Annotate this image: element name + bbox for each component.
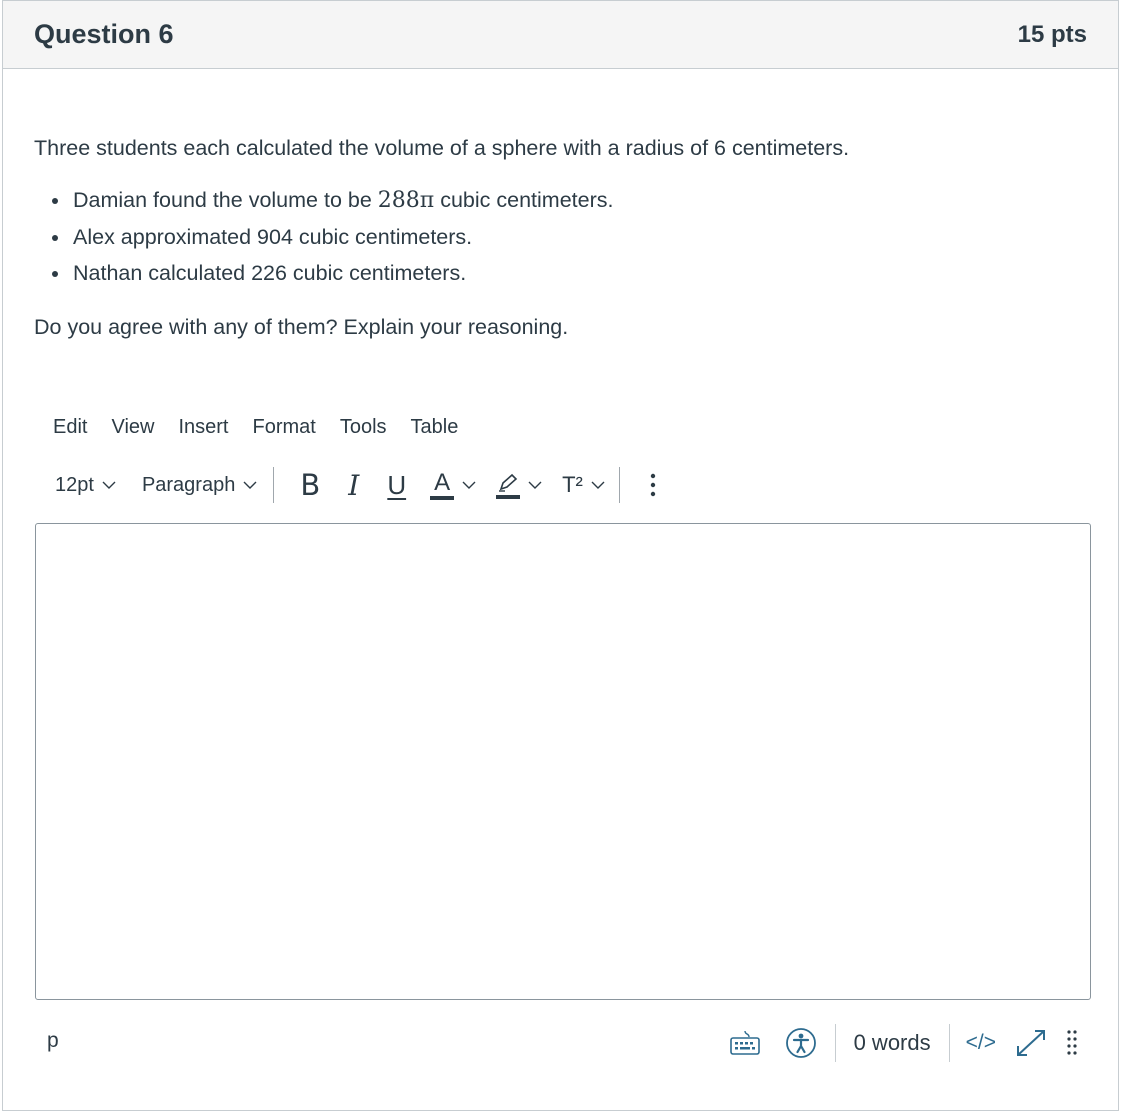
superscript-button[interactable]: [552, 465, 615, 505]
menu-insert[interactable]: Insert: [178, 416, 229, 438]
keyboard-shortcuts-button[interactable]: [717, 1023, 773, 1063]
menu-edit[interactable]: Edit: [53, 416, 88, 438]
italic-button[interactable]: [334, 465, 373, 505]
bold-icon: B: [300, 468, 321, 502]
block-format-select[interactable]: [132, 465, 267, 505]
math-expression: 288π: [377, 188, 435, 213]
font-size-select[interactable]: [45, 465, 126, 505]
status-divider: [949, 1024, 950, 1062]
highlighter-icon: [496, 472, 520, 499]
bullet-text: cubic centimeters.: [434, 188, 614, 212]
status-divider: [835, 1024, 836, 1062]
keyboard-icon: [729, 1029, 761, 1057]
menu-table[interactable]: Table: [410, 416, 459, 438]
expand-icon: [1014, 1028, 1048, 1058]
answer-editor[interactable]: [35, 523, 1091, 1000]
question-header: [3, 1, 1118, 69]
list-item: [71, 185, 1084, 216]
toolbar-divider: [273, 467, 274, 503]
bullet-text: Damian found the volume to be: [73, 188, 378, 212]
accessibility-checker-button[interactable]: [773, 1023, 829, 1063]
editor-toolbar: [45, 465, 674, 505]
text-color-button[interactable]: [420, 465, 486, 505]
editor-menubar: [41, 412, 470, 445]
drag-handle-icon: [1066, 1029, 1078, 1057]
html-editor-toggle[interactable]: </>: [965, 1031, 996, 1054]
font-size-value: 12pt: [55, 473, 94, 496]
prompt-closing: Do you agree with any of them? Explain your reasoning.: [34, 315, 569, 339]
question-prompt: [34, 133, 1084, 342]
more-options-button[interactable]: [632, 465, 674, 505]
chevron-down-icon: [462, 480, 476, 490]
chevron-down-icon: [102, 480, 116, 490]
status-actions: [717, 1021, 1082, 1065]
editor-statusbar: [3, 1017, 1120, 1067]
menu-format[interactable]: Format: [252, 416, 316, 438]
accessibility-icon: [785, 1027, 817, 1059]
question-card: [2, 0, 1119, 1111]
highlight-color-button[interactable]: [486, 465, 552, 505]
element-path[interactable]: p: [47, 1029, 59, 1052]
toolbar-divider: [619, 467, 620, 503]
chevron-down-icon: [591, 480, 605, 490]
underline-icon: U: [387, 469, 407, 500]
question-title: Question 6: [34, 19, 174, 49]
question-points: 15 pts: [1017, 20, 1087, 48]
list-item: • Nathan calculated 226 cubic centimeters.: [71, 258, 1084, 288]
underline-button[interactable]: [373, 465, 420, 505]
text-color-icon: A: [430, 471, 454, 500]
italic-icon: I: [348, 468, 360, 502]
chevron-down-icon: [528, 480, 542, 490]
resize-handle[interactable]: [1056, 1023, 1082, 1063]
block-format-value: Paragraph: [141, 473, 236, 496]
word-count[interactable]: 0 words: [853, 1030, 931, 1055]
list-item: • Alex approximated 904 cubic centimeters.: [71, 222, 1084, 252]
fullscreen-button[interactable]: [1006, 1023, 1056, 1063]
prompt-intro: Three students each calculated the volume of a sphere with a radius of 6 centimeters.: [34, 136, 850, 160]
superscript-icon: T²: [562, 472, 583, 497]
menu-view[interactable]: View: [111, 416, 155, 438]
bold-button[interactable]: [286, 465, 334, 505]
menu-tools[interactable]: Tools: [339, 416, 387, 438]
student-answer-list: [34, 185, 1084, 288]
more-vertical-icon: [650, 472, 656, 498]
chevron-down-icon: [243, 480, 257, 490]
